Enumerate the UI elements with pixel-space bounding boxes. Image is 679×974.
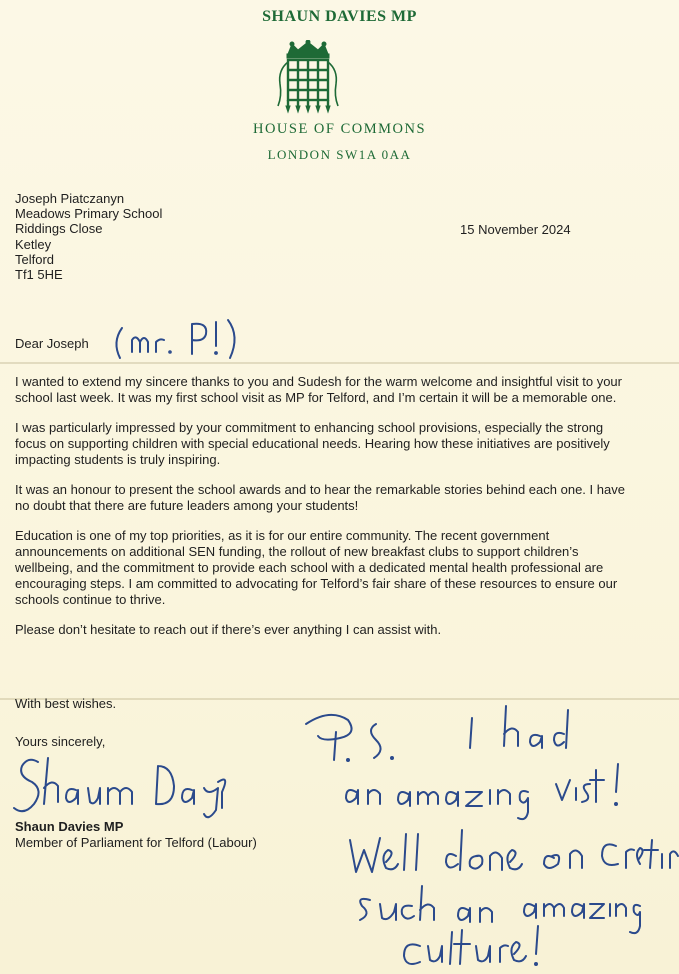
recipient-line: Joseph Piatczanyn	[15, 191, 125, 206]
letterhead-address: LONDON SW1A 0AA	[267, 147, 412, 162]
greeting: Dear Joseph	[15, 336, 89, 351]
letter-date: 15 November 2024	[460, 222, 571, 237]
signature-name: Shaun Davies MP	[15, 819, 124, 834]
recipient-line: Ketley	[15, 236, 52, 252]
recipient-line: Tf1 5HE	[15, 267, 63, 283]
handwritten-signature	[8, 752, 238, 822]
letterhead-house: HOUSE OF COMMONS	[252, 121, 427, 137]
handwritten-postscript	[300, 700, 679, 974]
recipient-line: Riddings Close	[15, 221, 103, 237]
letter-body	[15, 374, 625, 652]
signature-title: Member of Parliament for Telford (Labour)	[15, 835, 257, 850]
body-paragraph: It was an honour to present the school awards and to hear the remarkable stories behind each one. I have no doubt that there are future leaders among your students!	[15, 482, 625, 513]
handwritten-greeting-note	[108, 314, 248, 362]
body-paragraph: I wanted to extend my sincere thanks to you and Sudesh for the warm welcome and insightful visit to your school last week. It was my first school visit as MP for Telford, and I’m certain it will be a memorable one.	[15, 374, 622, 405]
recipient-line: Meadows Primary School	[15, 206, 163, 222]
closing: With best wishes.	[15, 696, 117, 711]
recipient-line: Telford	[15, 251, 55, 267]
fold-line	[0, 362, 679, 364]
recipient-address	[15, 191, 162, 282]
body-paragraph: I was particularly impressed by your commitment to enhancing school provisions, especially the strong focus on supporting children with special educational needs. Hearing how these initiatives are positively impacting students is truly inspiring.	[15, 420, 610, 467]
portcullis-icon	[274, 40, 342, 116]
body-paragraph: Please don’t hesitate to reach out if there’s ever anything I can assist with.	[15, 622, 442, 637]
sign-off: Yours sincerely,	[15, 734, 106, 749]
letterhead-name: SHAUN DAVIES MP	[262, 8, 417, 25]
body-paragraph: Education is one of my top priorities, as it is for our entire community. The recent government announcements on additional SEN funding, the rollout of new breakfast clubs to support children’s wellbeing, and the commitment to provide each school with a dedicated mental health professional are encouraging steps. I am committed to advocating for Telford’s fair share of these resources to ensure our schools continue to thrive.	[15, 528, 618, 607]
